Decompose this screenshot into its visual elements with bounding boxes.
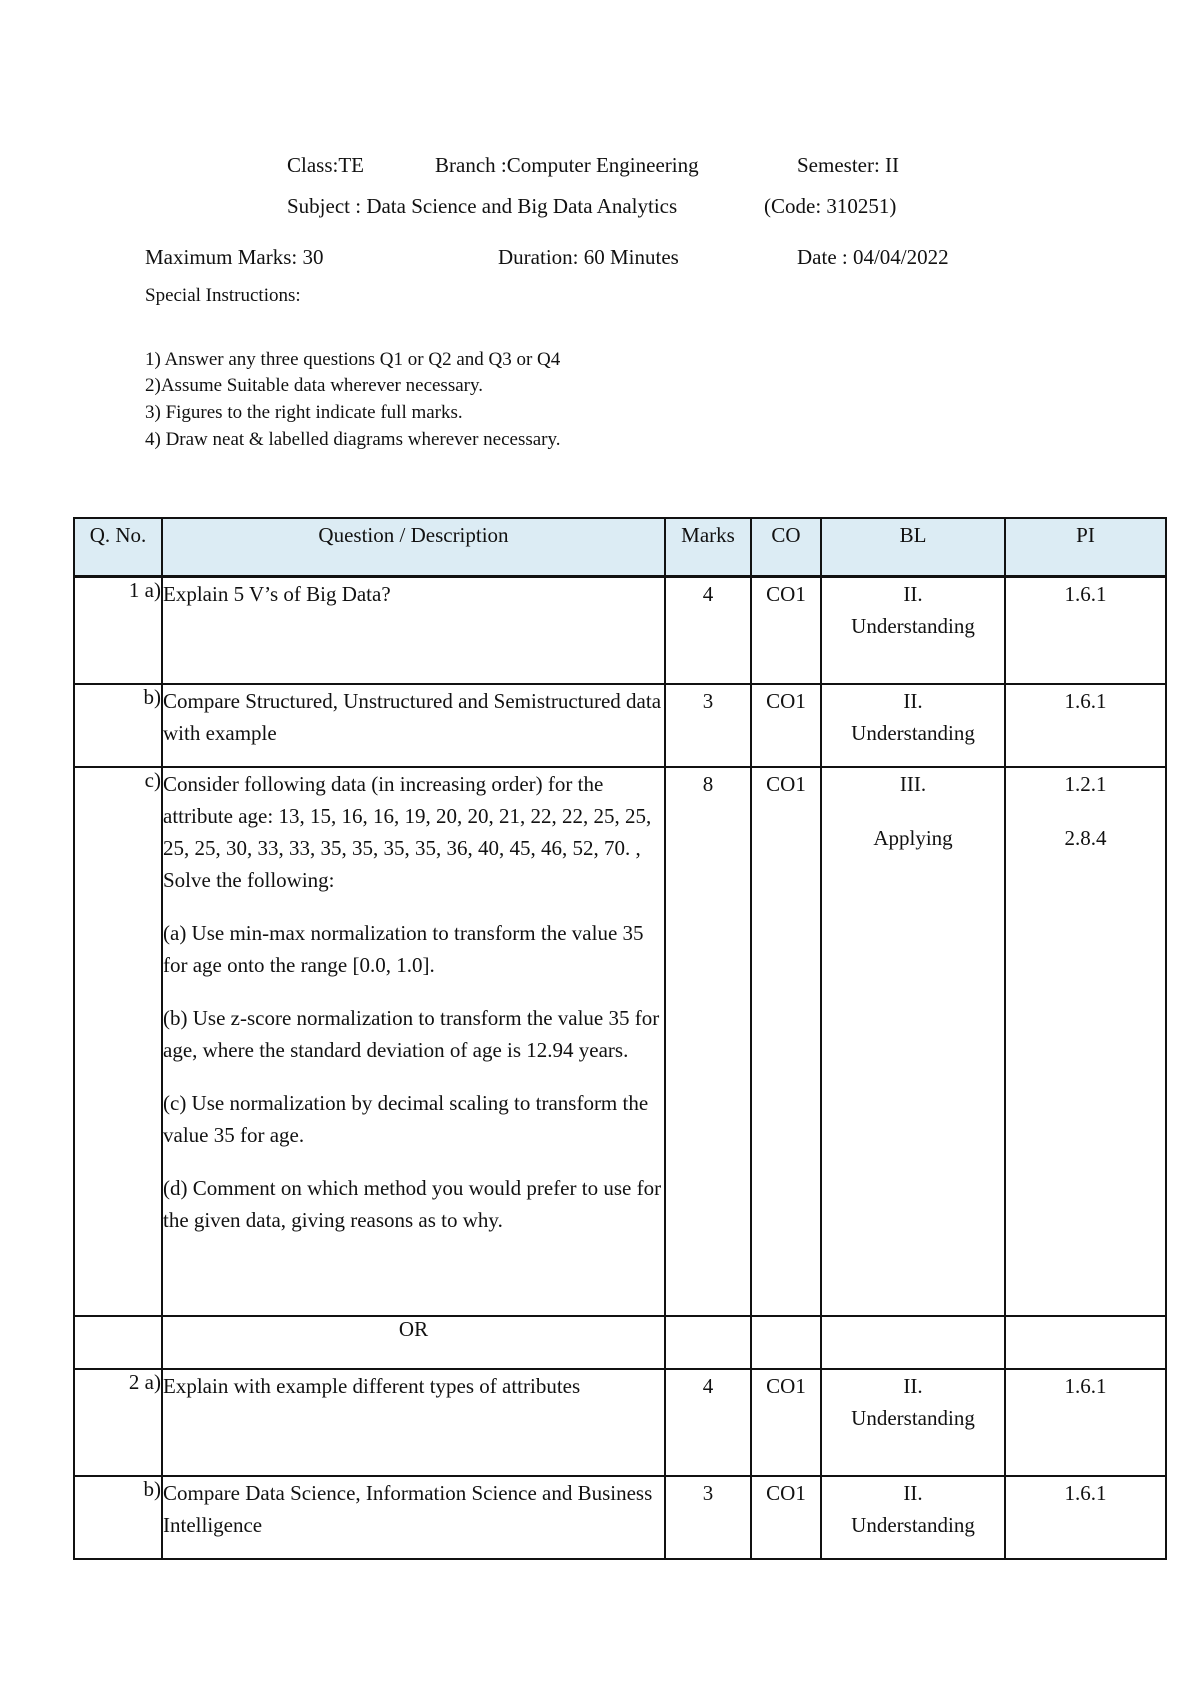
header-marks: Marks	[665, 518, 751, 577]
bl-level: II.	[903, 1480, 923, 1505]
pi-value: 1.6.1	[1064, 688, 1107, 713]
max-marks-label: Maximum Marks: 30	[145, 245, 324, 269]
branch-label: Branch :Computer Engineering	[435, 153, 699, 177]
marks-cell: 4	[665, 1369, 751, 1476]
question-number: b)	[74, 684, 162, 767]
table-row	[74, 1476, 1166, 1559]
question-number: b)	[74, 1476, 162, 1559]
pi-value: 1.2.1	[1064, 771, 1107, 796]
header-bl: BL	[821, 518, 1005, 577]
co-cell: CO1	[751, 767, 821, 1316]
special-instructions-heading: Special Instructions:	[145, 285, 301, 306]
table-row	[74, 684, 1166, 767]
marks-cell: 4	[665, 577, 751, 684]
subject-label: Subject : Data Science and Big Data Analytics	[287, 194, 678, 218]
bl-name: Applying	[873, 825, 953, 850]
instruction-2: 2)Assume Suitable data wherever necessary.	[145, 375, 484, 396]
question-subpart-a: (a) Use min-max normalization to transform the value 35 for age onto the range [0.0, 1.0].	[163, 920, 644, 977]
bl-name: Understanding	[851, 1405, 975, 1430]
class-label: Class:TE	[287, 153, 364, 177]
marks-cell: 8	[665, 767, 751, 1316]
question-text	[162, 767, 665, 1316]
or-separator-row	[74, 1316, 1166, 1369]
question-paragraph: Compare Structured, Unstructured and Semistructured data with example	[163, 688, 662, 745]
question-paragraph: Consider following data (in increasing order) for the attribute age: 13, 15, 16, 16, 19, 20, 20, 21, 22, 22, 25, 25, 25, 25, 30, 33, 33, 35, 35, 35, 35, 36, 40, 45, 46, 52, 70. , Solve the following:	[163, 771, 652, 892]
bl-cell	[821, 1476, 1005, 1559]
question-subpart-d: (d) Comment on which method you would prefer to use for the given data, giving reasons as to why.	[163, 1175, 662, 1232]
header-pi: PI	[1005, 518, 1166, 577]
bl-cell	[821, 577, 1005, 684]
pi-cell	[1005, 767, 1166, 1316]
table-row	[74, 767, 1166, 1316]
table-header-row	[74, 518, 1166, 577]
question-subpart-b: (b) Use z-score normalization to transform the value 35 for age, where the standard deviation of age is 12.94 years.	[163, 1005, 660, 1062]
code-label: (Code: 310251)	[764, 194, 897, 218]
co-cell: CO1	[751, 577, 821, 684]
pi-cell	[1005, 1476, 1166, 1559]
or-label: OR	[162, 1316, 665, 1369]
table-row	[74, 577, 1166, 684]
bl-cell	[821, 684, 1005, 767]
question-table	[73, 517, 1167, 1560]
question-number: 1 a)	[74, 577, 162, 684]
question-text	[162, 577, 665, 684]
co-cell: CO1	[751, 684, 821, 767]
bl-name: Understanding	[851, 614, 975, 638]
question-text	[162, 684, 665, 767]
duration-label: Duration: 60 Minutes	[498, 245, 679, 269]
pi-value: 1.6.1	[1064, 582, 1107, 606]
pi-cell	[1005, 577, 1166, 684]
bl-level: II.	[903, 1373, 923, 1398]
question-paragraph: Explain 5 V’s of Big Data?	[163, 582, 391, 606]
instruction-1: 1) Answer any three questions Q1 or Q2 and Q3 or Q4	[145, 349, 561, 370]
co-cell: CO1	[751, 1476, 821, 1559]
pi-value: 1.6.1	[1064, 1373, 1107, 1398]
bl-level: III.	[899, 771, 927, 796]
bl-name: Understanding	[851, 720, 975, 745]
marks-cell: 3	[665, 684, 751, 767]
instruction-3: 3) Figures to the right indicate full marks.	[145, 402, 463, 423]
bl-cell	[821, 1369, 1005, 1476]
instruction-4: 4) Draw neat & labelled diagrams wherever necessary.	[145, 429, 561, 450]
header-question: Question / Description	[162, 518, 665, 577]
pi-value: 1.6.1	[1064, 1480, 1107, 1505]
question-number: c)	[74, 767, 162, 1316]
header-co: CO	[751, 518, 821, 577]
question-subpart-c: (c) Use normalization by decimal scaling to transform the value 35 for age.	[163, 1090, 649, 1147]
question-paragraph: Compare Data Science, Information Science and Business Intelligence	[163, 1480, 653, 1537]
co-cell: CO1	[751, 1369, 821, 1476]
question-text	[162, 1476, 665, 1559]
bl-name: Understanding	[851, 1512, 975, 1537]
pi-value: 2.8.4	[1064, 825, 1107, 850]
question-number: 2 a)	[74, 1369, 162, 1476]
pi-cell	[1005, 684, 1166, 767]
header-qno: Q. No.	[74, 518, 162, 577]
question-text	[162, 1369, 665, 1476]
pi-cell	[1005, 1369, 1166, 1476]
bl-level: II.	[903, 688, 923, 713]
bl-level: II.	[903, 582, 923, 606]
question-paragraph: Explain with example different types of attributes	[163, 1373, 581, 1398]
date-label: Date : 04/04/2022	[797, 245, 949, 269]
table-row	[74, 1369, 1166, 1476]
semester-label: Semester: II	[797, 153, 900, 177]
bl-cell	[821, 767, 1005, 1316]
marks-cell: 3	[665, 1476, 751, 1559]
